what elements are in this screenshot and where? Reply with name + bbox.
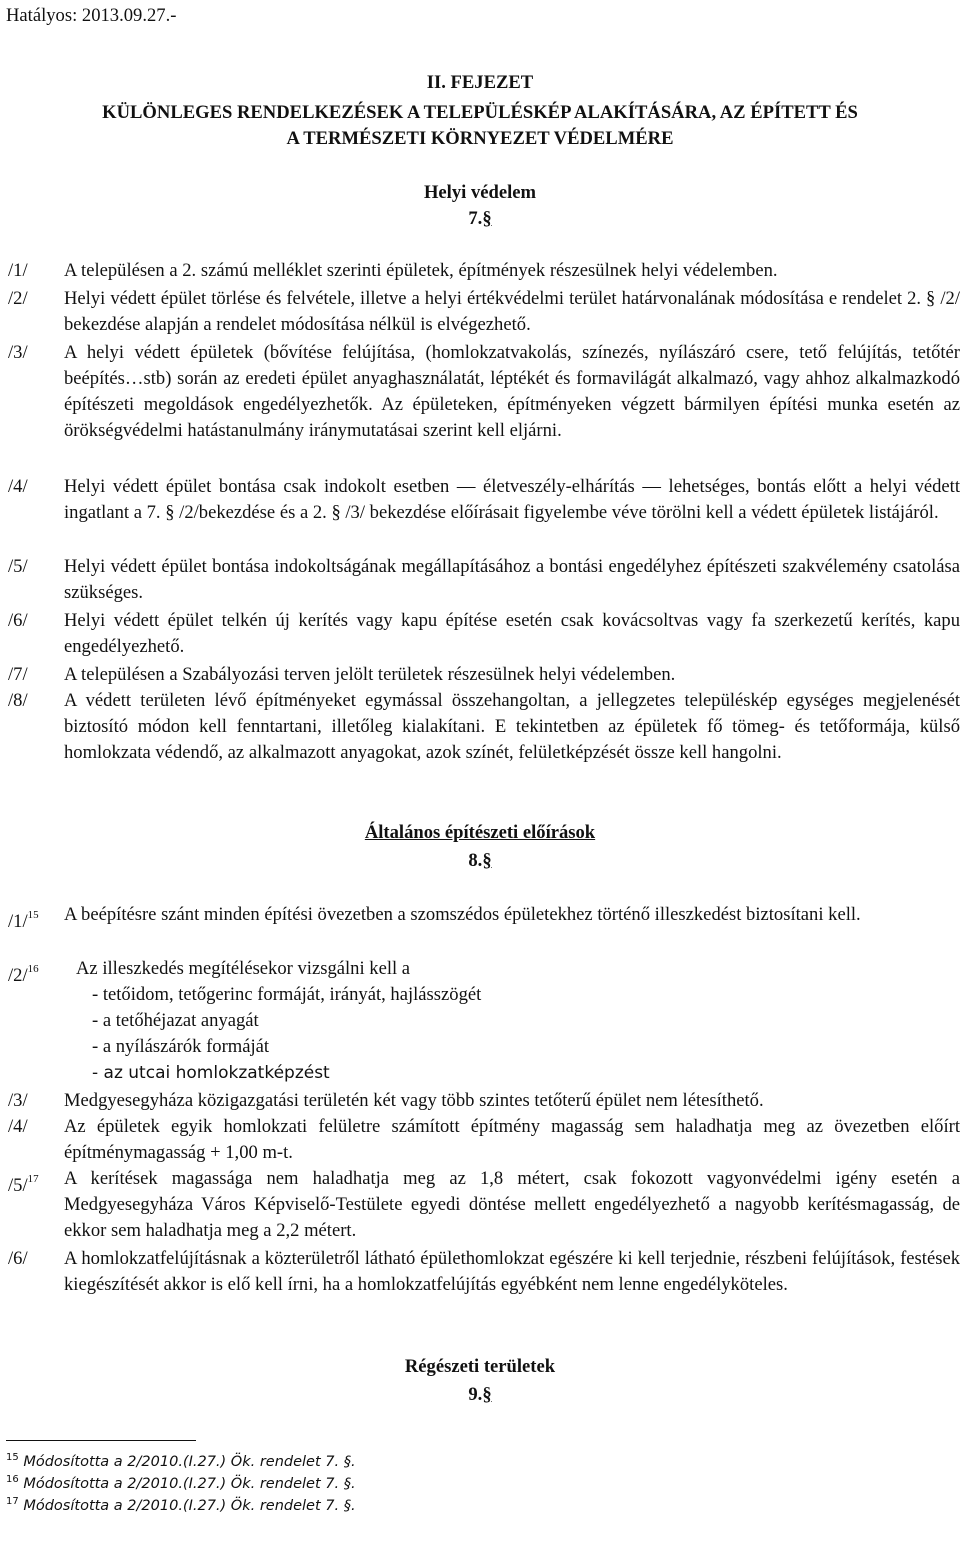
paragraph-text: Helyi védett épület bontása indokoltságának megállapításához a bontási engedélyhez építészeti szakvélemény csatolása szükséges. [64, 556, 960, 603]
s7-paragraph-1 [8, 258, 960, 284]
paragraph-number: /2/ [8, 288, 28, 309]
paragraph-text: A településen a Szabályozási terven jelölt területek részesülnek helyi védelemben. [64, 664, 676, 685]
footnote-ref: 16 [27, 963, 39, 975]
section-symbol: § [482, 208, 492, 229]
section-8-num: 8. [468, 850, 483, 871]
section-7-number [0, 206, 960, 232]
s8-paragraph-3 [8, 1088, 960, 1114]
paragraph-number [8, 902, 39, 935]
paragraph-text: A beépítésre szánt minden építési övezetben a szomszédos épületekhez történő illeszkedést biztosítani kell. [64, 904, 861, 925]
paragraph-intro: Az illeszkedés megítélésekor vizsgálni kell a [76, 958, 411, 979]
paragraph-text: Medgyesegyháza közigazgatási területén két vagy több szintes tetőterű épület nem létesíthető. [64, 1090, 764, 1111]
section-9-num: 9. [468, 1384, 483, 1405]
section-8-title [0, 820, 960, 846]
list-item: - a tetőhéjazat anyagát [92, 1010, 259, 1031]
paragraph-number: /8/ [8, 690, 28, 711]
paragraph-text: Helyi védett épület telkén új kerítés vagy kapu építése esetén csak kovácsoltvas vagy fa szerkezetű kerítés, kapu engedélyezhető. [64, 610, 960, 657]
s7-paragraph-2 [8, 286, 960, 338]
s7-paragraph-3 [8, 340, 960, 444]
paragraph-number-text: /5/ [8, 1175, 28, 1196]
s7-paragraph-8 [8, 688, 960, 766]
paragraph-number: /4/ [8, 1116, 28, 1137]
paragraph-number: /1/ [8, 260, 28, 281]
s7-paragraph-7 [8, 662, 960, 688]
s8-paragraph-5 [8, 1166, 960, 1244]
footnote-ref: 17 [27, 1173, 39, 1185]
paragraph-text: Az épületek egyik homlokzati felületre számított építmény magasság sem haladhatja meg az övezetben előírt építménymagasság + 1,00 m-t. [64, 1116, 960, 1163]
section-7-num: 7. [468, 208, 483, 229]
s8-paragraph-2 [8, 956, 960, 1086]
paragraph-text: A helyi védett épületek (bővítése felújítása, (homlokzatvakolás, színezés, nyílászáró csere, tető felújítás, tetőtér beépítés…stb) során az eredeti épület anyaghasználatát, léptékét és formavilágát alkalmazó, vagy ahhoz alkalmazkodó építészeti megoldások engedélyezhetők. Az épületeken, építményeken végzett bármilyen építési munka esetén az örökségvédelmi hatástanulmány iránymutatásai szerint kell eljárni. [64, 342, 960, 441]
section-8-title-text: Általános építészeti előírások [364, 822, 596, 843]
section-9-title: Régészeti területek [404, 1356, 556, 1377]
footnote-17 [6, 1492, 356, 1516]
paragraph-text: Helyi védett épület törlése és felvétele, illetve a helyi értékvédelmi terület határvonalának módosítása e rendelet 2. § /2/ bekezdése alapján a rendelet módosítása nélkül is elvégezhető. [64, 288, 960, 335]
s8-paragraph-1 [8, 902, 960, 932]
chapter-title-line1: KÜLÖNLEGES RENDELKEZÉSEK A TELEPÜLÉSKÉP ALAKÍTÁSÁRA, AZ ÉPÍTETT ÉS [102, 102, 858, 123]
paragraph-number-text: /2/ [8, 965, 28, 986]
list-item: - a nyílászárók formáját [92, 1036, 270, 1057]
section-8-number [0, 848, 960, 874]
paragraph-text: A védett területen lévő építményeket egymással összehangoltan, a jellegzetes településkép egységes megjelenését biztosító módon kell fenntartani, illetőleg kialakítani. E tekintetben az épületek fő tömeg- és tetőformája, külső homlokzata védendő, az alkalmazott anyagokat, azok színét, felületképzését össze kell hangolni. [64, 690, 960, 763]
paragraph-number: /5/ [8, 556, 28, 577]
paragraph-number: /4/ [8, 476, 28, 497]
footnote-number: 15 [6, 1452, 19, 1463]
paragraph-number: /6/ [8, 1248, 28, 1269]
s8-paragraph-6 [8, 1246, 960, 1298]
section-7-title: Helyi védelem [423, 182, 537, 203]
footnote-text: Módosította a 2/2010.(I.27.) Ök. rendelet 7. §. [23, 1454, 356, 1470]
footnote-ref: 15 [27, 909, 39, 921]
paragraph-text: A kerítések magassága nem haladhatja meg az 1,8 métert, csak fokozott vagyonvédelmi igény esetén a Medgyesegyháza Város Képviselő-Testülete egyedi döntése mellett engedélyezhető a nagyobb kerítésmagasság, de ekkor sem haladhatja meg a 2,2 métert. [64, 1168, 960, 1241]
paragraph-number-text: /1/ [8, 911, 28, 932]
section-symbol: § [482, 1384, 492, 1405]
s7-paragraph-4 [8, 474, 960, 526]
paragraph-number: /3/ [8, 1090, 28, 1111]
paragraph-number [8, 1166, 39, 1199]
footnote-number: 16 [6, 1474, 19, 1485]
list-item: - az utcai homlokzatképzést [92, 1063, 330, 1083]
footnote-16 [6, 1470, 356, 1494]
effective-date: Hatályos: 2013.09.27.- [6, 5, 177, 26]
section-9-number [0, 1382, 960, 1408]
footnote-number: 17 [6, 1496, 19, 1507]
paragraph-number: /7/ [8, 664, 28, 685]
chapter-title-line2: A TERMÉSZETI KÖRNYEZET VÉDELMÉRE [286, 128, 674, 149]
chapter-number: II. FEJEZET [426, 72, 534, 93]
s7-paragraph-5 [8, 554, 960, 606]
s8-paragraph-4 [8, 1114, 960, 1166]
paragraph-number: /3/ [8, 342, 28, 363]
paragraph-number: /6/ [8, 610, 28, 631]
footnote-text: Módosította a 2/2010.(I.27.) Ök. rendelet 7. §. [23, 1498, 356, 1514]
footnote-15 [6, 1448, 356, 1472]
paragraph-text: A településen a 2. számú melléklet szerinti épületek, építmények részesülnek helyi védelemben. [64, 260, 778, 281]
footnote-text: Módosította a 2/2010.(I.27.) Ök. rendelet 7. §. [23, 1476, 356, 1492]
s7-paragraph-6 [8, 608, 960, 660]
paragraph-number [8, 956, 39, 989]
section-symbol: § [482, 850, 492, 871]
footnote-divider [6, 1440, 196, 1441]
paragraph-text: Helyi védett épület bontása csak indokolt esetben — életveszély-elhárítás — lehetséges, bontás előtt a helyi védett ingatlant a 7. § /2/bekezdése és a 2. § /3/ bekezdése előírásait figyelembe véve törölni kell a védett épületek listájáról. [64, 476, 960, 523]
paragraph-text: A homlokzatfelújításnak a közterületről látható épülethomlokzat egészére ki kell terjednie, részbeni felújítások, festések kiegészítését akkor is elő kell írni, ha a homlokzatfelújítás egyébként nem lenne engedélyköteles. [64, 1248, 960, 1295]
list-item: - tetőidom, tetőgerinc formáját, irányát, hajlásszögét [92, 984, 482, 1005]
